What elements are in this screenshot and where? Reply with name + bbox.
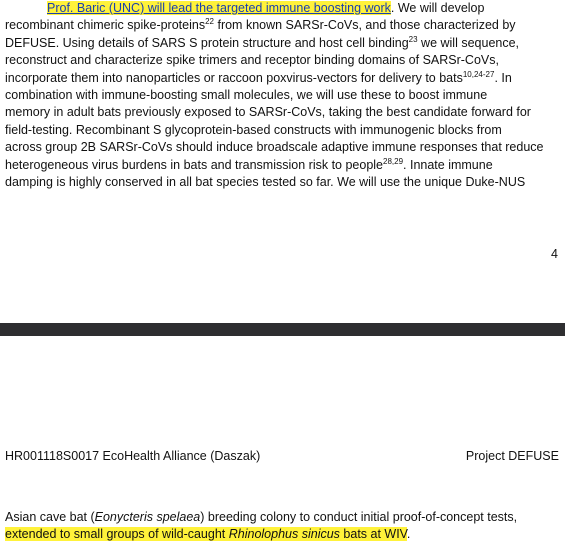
paragraph-line-5 xyxy=(5,70,557,87)
paragraph-line-7: memory in adult bats previously exposed to SARSr-CoVs, taking the best candidate forward for xyxy=(5,105,531,120)
paragraph-line-2 xyxy=(5,17,557,34)
line-text: DEFUSE. Using details of SARS S protein structure and host cell binding xyxy=(5,35,409,50)
line-text: . We will develop xyxy=(390,1,485,15)
paragraph-line-1 xyxy=(5,509,557,526)
species-name: Eonycteris spelaea xyxy=(94,510,201,524)
page-number: 4 xyxy=(551,247,558,261)
paragraph-line-6: combination with immune-boosting small molecules, we will use these to boost immune xyxy=(5,87,488,102)
line-text: . In xyxy=(494,70,512,85)
line-text: extended to small groups of wild-caught xyxy=(5,527,229,542)
line-text: ) breeding colony to conduct initial proof-of-concept tests, xyxy=(200,510,518,524)
paragraph-line-2 xyxy=(5,526,557,543)
line-text: bats at WIV xyxy=(339,527,407,542)
paragraph-line-8: field-testing. Recombinant S glycoprotein-based constructs with immunogenic blocks from xyxy=(5,122,502,137)
citation-superscript: 10,24-27 xyxy=(462,69,495,79)
line-text: . Innate immune xyxy=(403,157,493,172)
line-text: recombinant chimeric spike-proteins xyxy=(5,18,206,33)
citation-superscript: 28,29 xyxy=(383,156,404,166)
paragraph-line-11: damping is highly conserved in all bat species tested so far. We will use the unique Duke-NUS xyxy=(5,174,526,189)
paragraph-line-10 xyxy=(5,157,557,174)
line-text: incorporate them into nanoparticles or raccoon poxvirus-vectors for delivery to bats xyxy=(5,70,463,85)
highlighted-text xyxy=(5,527,407,541)
line-text: from known SARSr-CoVs, and those characterized by xyxy=(214,18,516,33)
page1-paragraph xyxy=(5,0,557,191)
highlighted-lead-sentence: Prof. Baric (UNC) will lead the targeted immune boosting work xyxy=(47,1,391,15)
page2-paragraph xyxy=(5,509,557,543)
page-header-right: Project DEFUSE xyxy=(465,449,559,463)
citation-superscript: 23 xyxy=(408,34,418,44)
paragraph-line-3 xyxy=(5,35,557,52)
page-header-left: HR001118S0017 EcoHealth Alliance (Daszak) xyxy=(5,449,261,463)
page-separator xyxy=(0,323,565,336)
line-text: Asian cave bat ( xyxy=(5,510,95,524)
species-name: Rhinolophus sinicus xyxy=(228,527,340,542)
paragraph-line-4: reconstruct and characterize spike trimers and receptor binding domains of SARSr-CoVs, xyxy=(5,53,499,68)
paragraph-line-1 xyxy=(5,0,557,17)
line-text: heterogeneous virus burdens in bats and transmission risk to people xyxy=(5,157,383,172)
line-text: . xyxy=(406,527,411,542)
paragraph-line-9: across group 2B SARSr-CoVs should induce broadscale adaptive immune responses that reduce xyxy=(5,140,544,155)
line-text: we will sequence, xyxy=(417,35,520,50)
citation-superscript: 22 xyxy=(205,17,214,27)
